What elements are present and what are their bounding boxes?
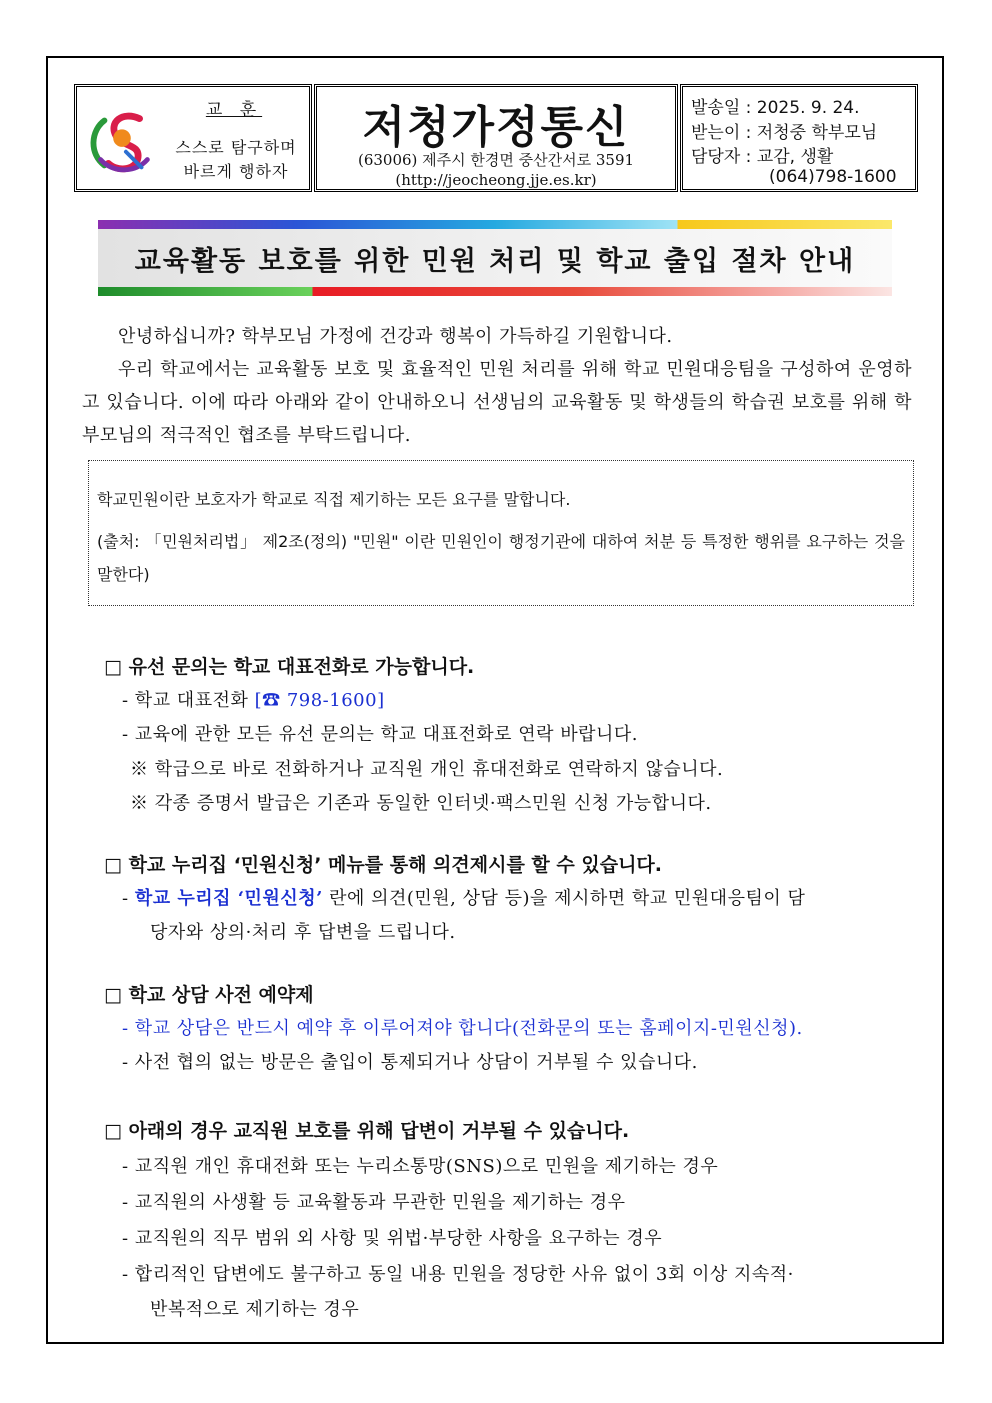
definition-source: (출처: 「민원처리법」 제2조(정의) "민원" 이란 민원인이 행정기관에 대하여 처분 등 특정한 행위를 요구하는 것을 말한다) (97, 532, 905, 584)
school-address: (63006) 제주시 한경면 중산간서로 3591 (357, 151, 635, 169)
banner-bottom-stripe (98, 287, 892, 296)
list-item (122, 686, 385, 712)
newsletter-title: 저청가정통신 (362, 102, 630, 153)
list-item: - 사전 협의 없는 방문은 출입이 통제되거나 상담이 거부될 수 있습니다. (122, 1052, 698, 1073)
list-item (122, 884, 805, 910)
notice-banner (98, 229, 892, 287)
motto-line-1: 스스로 탐구하며 (175, 138, 297, 157)
motto-cell (74, 84, 312, 192)
list-item: - 교직원의 사생활 등 교육활동과 무관한 민원을 제기하는 경우 (122, 1192, 626, 1213)
phone-number: [☎ 798-1600] (254, 690, 385, 711)
greeting-paragraph: 안녕하십니까? 학부모님 가정에 건강과 행복이 가득하길 기원합니다. (118, 326, 673, 347)
school-logo-icon (83, 103, 161, 181)
list-item: - 교직원 개인 휴대전화 또는 누리소통망(SNS)으로 민원을 제기하는 경우 (122, 1156, 719, 1177)
intro-paragraph: 우리 학교에서는 교육활동 보호 및 효율적인 민원 처리를 위해 학교 민원대응팀을 구성하여 운영하고 있습니다. 이에 따라 아래와 같이 안내하오니 선생님의 교육활동 및 학생들의 학습권 보호를 위해 학부모님의 적극적인 협조를 부탁드립니다. (82, 359, 912, 446)
school-url[interactable]: (http://jeocheong.jje.es.kr) (395, 171, 597, 189)
banner-top-stripe (98, 220, 892, 229)
contact-phone: (064)798-1600 (769, 167, 897, 187)
recipient: 받는이 : 저청중 학부모님 (691, 123, 878, 143)
list-item: - 교육에 관한 모든 유선 문의는 학교 대표전화로 연락 바랍니다. (122, 724, 638, 745)
title-cell (314, 84, 678, 192)
motto-title: 교 훈 (205, 100, 263, 120)
list-dash: - (122, 888, 135, 909)
newsletter-header (74, 84, 918, 192)
note-item: ※ 각종 증명서 발급은 기존과 동일한 인터넷·팩스민원 신청 가능합니다. (130, 793, 712, 814)
online-request-link: 학교 누리집 ‘민원신청’ (134, 888, 323, 909)
list-item-text: 란에 의견(민원, 상담 등)을 제시하면 학교 민원대응팀이 담 (322, 888, 806, 909)
section-refusal-heading: □ 아래의 경우 교직원 보호를 위해 답변이 거부될 수 있습니다. (104, 1120, 630, 1142)
motto-line-2: 바르게 행하자 (183, 162, 289, 181)
list-item: - 학교 상담은 반드시 예약 후 이루어져야 합니다(전화문의 또는 홈페이지-민원신청). (122, 1018, 803, 1039)
note-item: ※ 학급으로 바로 전화하거나 교직원 개인 휴대전화로 연락하지 않습니다. (130, 759, 724, 780)
contact-person: 담당자 : 교감, 생활 (691, 147, 834, 167)
list-item-continuation: 반복적으로 제기하는 경우 (150, 1299, 360, 1320)
list-item: - 교직원의 직무 범위 외 사항 및 위법·부당한 사항을 요구하는 경우 (122, 1228, 663, 1249)
phone-label: - 학교 대표전화 (122, 690, 255, 711)
section-reservation-heading: □ 학교 상담 사전 예약제 (104, 984, 314, 1006)
list-item-continuation: 당자와 상의·처리 후 답변을 드립니다. (150, 922, 456, 943)
section-phone-heading: □ 유선 문의는 학교 대표전화로 가능합니다. (104, 656, 475, 678)
list-item: - 합리적인 답변에도 불구하고 동일 내용 민원을 정당한 사유 없이 3회 이상 지속적· (122, 1264, 794, 1285)
section-online-heading: □ 학교 누리집 ‘민원신청’ 메뉴를 통해 의견제시를 할 수 있습니다. (104, 854, 662, 876)
definition-box (88, 460, 914, 606)
notice-title: 교육활동 보호를 위한 민원 처리 및 학교 출입 절차 안내 (134, 246, 856, 277)
send-date: 발송일 : 2025. 9. 24. (691, 98, 860, 118)
meta-cell (680, 84, 918, 192)
definition-text: 학교민원이란 보호자가 학교로 직접 제기하는 모든 요구를 말합니다. (97, 490, 571, 509)
